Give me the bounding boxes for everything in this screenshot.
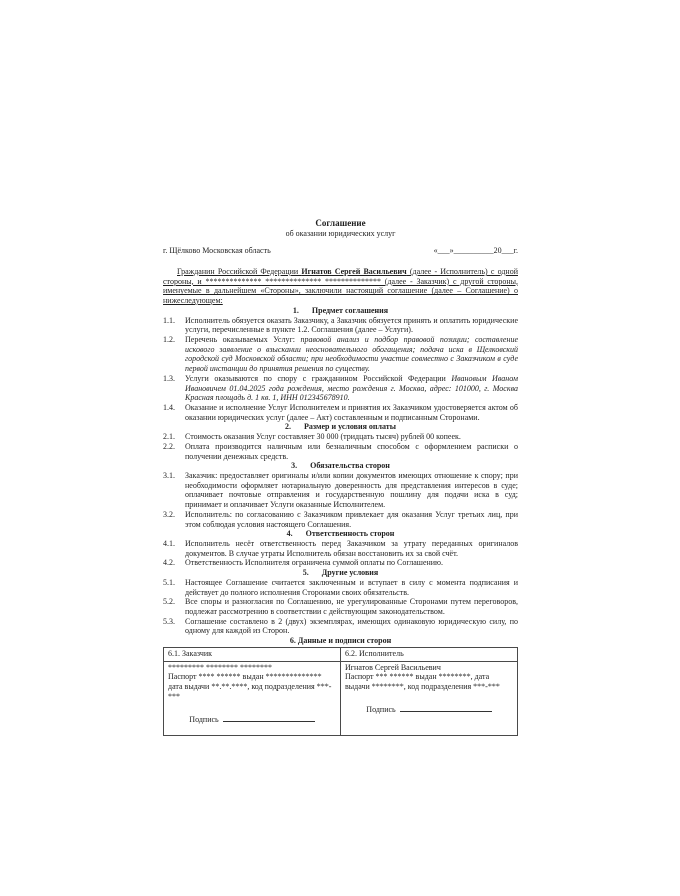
intro-post: (далее - Исполнитель) с одной стороны, и ************** ************** ************** (далее - Заказчик) с другой стороны, именуемые в дальнейшем «Стороны», заключили настоящий соглашение (далее – Соглашение) о нижеследующем:: [163, 267, 518, 306]
intro-paragraph: [163, 267, 518, 306]
executor-name: Игнатов Сергей Васильевич: [301, 267, 407, 276]
clause-5-1: 5.1. Настоящее Соглашение считается заключенным и вступает в силу с момента подписания и действует до полного исполнения Сторонами своих обязательств.: [163, 577, 518, 597]
intro-pre: Гражданин Российской Федерации: [177, 267, 302, 276]
customer-header-cell: 6.1. Заказчик: [164, 647, 341, 661]
executor-header-cell: 6.2. Исполнитель: [341, 647, 518, 661]
section-heading-2: 2. Размер и условия оплаты: [285, 422, 396, 432]
customer-details-cell: [164, 661, 341, 736]
clause-5-2: 5.2. Все споры и разногласия по Соглашению, не урегулированные Сторонами путем переговоров, подлежат рассмотрению в соответствии с действующим законодательством.: [163, 597, 518, 617]
parties-table: [163, 647, 518, 736]
section-heading-3: 3. Обязательства сторон: [291, 461, 390, 471]
clause-4-1: 4.1. Исполнитель несёт ответственность перед Заказчиком за утрату переданных оригиналов документов. В случае утраты Исполнитель обязан восстановить их за свой счёт.: [163, 539, 518, 558]
executor-passport: Паспорт *** ****** выдан ********, дата выдачи ********, код подразделения ***-***: [345, 672, 500, 692]
place-date-row: [163, 246, 518, 256]
executor-signature-label: Подпись: [366, 704, 396, 714]
executor-name-line: Игнатов Сергей Васильевич: [345, 662, 441, 672]
clause-1-2: 1.2. Перечень оказываемых Услуг: правовой анализ и подбор правовой позиции; составление искового заявление о взыскании неосновательного обогащения; подача иска в Щелковский городской суд Московской области; при необходимости участие совместно с Заказчиком в суде первой инстанции до принятия решения по существу.: [163, 335, 519, 374]
place-text: г. Щёлково Московская область: [163, 246, 271, 255]
executor-signature-blank: [400, 703, 492, 712]
clause-2-2: 2.2. Оплата производится наличным или безналичным способом с оформлением расписки о получении денежных средств.: [163, 441, 518, 461]
clause-3-1: 3.1. Заказчик: предоставляет оригиналы и/или копии документов имеющих отношение к спору; при необходимости оформляет нотариальную доверенность для представления интересов в суде; оплачивает почтовые отправления и государственную пошлину для подачи иска в суд; принимает и оплачивает Услуги оказанные Исполнителем.: [163, 471, 518, 510]
page-subtitle: об оказании юридических услуг: [285, 229, 396, 238]
executor-signature-line: [345, 703, 513, 715]
clause-5-3: 5.3. Соглашение составлено в 2 (двух) экземплярах, имеющих одинаковую юридическую силу, по одному для каждой из Сторон.: [163, 616, 518, 636]
clause-4-2: 4.2. Ответственность Исполнителя ограничена суммой оплаты по Соглашению.: [163, 558, 444, 568]
clause-1-4: 1.4. Оказание и исполнение Услуг Исполнителем и принятия их Заказчиком удостоверяется актом об оказании юридических услуг (далее – Акт) составленным и подписанным Сторонами.: [163, 402, 518, 422]
customer-signature-blank: [223, 713, 315, 722]
clause-1-3: 1.3. Услуги оказываются по спору с гражданином Российской Федерации Ивановым Иваном Ивановичем 01.04.2025 года рождения, место рождения г. Москва, адрес: 101000, г. Москва Красная площадь д. 1 кв. 1, ИНН 012345678910.: [163, 373, 519, 403]
section-heading-4: 4. Ответственность сторон: [286, 529, 395, 539]
section-heading-1: 1. Предмет соглашения: [292, 305, 389, 315]
section-heading-5: 5. Другие условия: [302, 568, 379, 578]
clause-1-1: 1.1. Исполнитель обязуется оказать Заказчику, а Заказчик обязуется принять и оплатить юридические услуги, перечисленные в пункте 1.2. Соглашения (далее – Услуги).: [163, 315, 518, 335]
page-title: Соглашение: [315, 218, 366, 228]
executor-details-cell: [341, 661, 518, 736]
date-blank: «___»__________20___г.: [433, 246, 518, 255]
customer-name: ********* ******** ********: [168, 662, 272, 672]
parties-details-row: [164, 661, 518, 736]
customer-signature-line: [168, 713, 336, 725]
clause-3-2: 3.2. Исполнитель: по согласованию с Заказчиком привлекает для оказания Услуг третьих лиц, при этом соблюдая условия настоящего Соглашения.: [163, 509, 518, 529]
parties-header-row: [164, 647, 518, 661]
clause-2-1: 2.1. Стоимость оказания Услуг составляет 30 000 (тридцать тысяч) рублей 00 копеек.: [163, 432, 461, 442]
customer-signature-label: Подпись: [189, 714, 219, 724]
customer-passport: Паспорт **** ****** выдан ************** дата выдачи **.**.****, код подразделения ***-***: [168, 672, 332, 701]
section-heading-6: 6. Данные и подписи сторон: [289, 636, 392, 646]
